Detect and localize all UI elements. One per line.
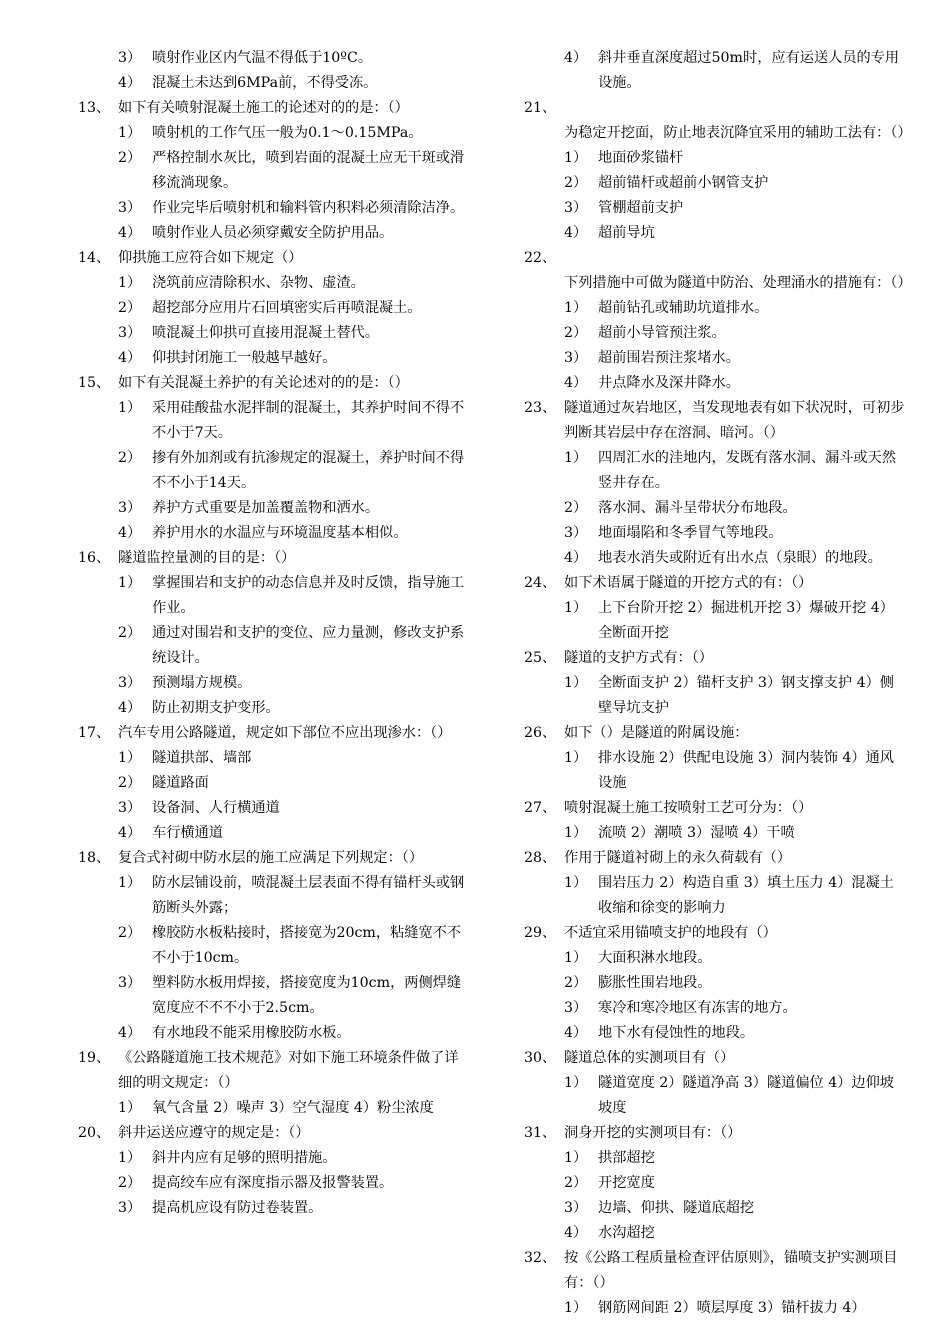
option-text: 斜井垂直深度超过50m时，应有运送人员的专用设施。 [598, 50, 900, 91]
option-number: 3） [118, 675, 142, 691]
option-line [78, 671, 468, 696]
left-column [78, 46, 468, 1221]
question-text: 隧道通过灰岩地区，当发现地表有如下状况时，可初步判断其岩层中存在溶洞、暗河。（） [564, 400, 905, 441]
option-text: 仰拱封闭施工一般越早越好。 [152, 350, 337, 366]
question-number: 32、 [524, 1250, 557, 1266]
option-text: 喷射机的工作气压一般为0.1～0.15MPa。 [152, 125, 423, 141]
question-number: 25、 [524, 650, 557, 666]
option-text: 地下水有侵蚀性的地段。 [598, 1025, 755, 1041]
option-line [524, 946, 908, 971]
option-text: 大面积淋水地段。 [598, 950, 712, 966]
question-line [524, 1246, 908, 1296]
option-text: 地表水消失或附近有出水点（泉眼）的地段。 [598, 550, 882, 566]
option-text: 水沟超挖 [598, 1225, 655, 1241]
option-number: 2） [118, 300, 142, 316]
option-line [524, 171, 908, 196]
option-number: 3） [564, 200, 588, 216]
option-text: 混凝土未达到6MPa前，不得受冻。 [152, 75, 378, 91]
option-line [78, 746, 468, 771]
option-line [78, 196, 468, 221]
option-line [524, 971, 908, 996]
question-line [78, 721, 468, 746]
option-number: 2） [564, 500, 588, 516]
question-number: 17、 [78, 725, 111, 741]
option-number: 4） [118, 525, 142, 541]
option-line [524, 221, 908, 246]
option-line [78, 146, 468, 196]
option-number: 4） [118, 75, 142, 91]
option-line [524, 996, 908, 1021]
option-number: 1） [564, 750, 588, 766]
option-number: 4） [564, 550, 588, 566]
option-line [524, 496, 908, 521]
option-line [524, 1196, 908, 1221]
option-text: 通过对围岩和支护的变位、应力量测，修改支护系统设计。 [152, 625, 465, 666]
option-text: 橡胶防水板粘接时，搭接宽为20cm，粘缝宽不不不小于10cm。 [152, 925, 462, 966]
option-number: 4） [118, 225, 142, 241]
option-number: 3） [564, 350, 588, 366]
option-number: 1） [564, 1300, 588, 1316]
option-text: 开挖宽度 [598, 1175, 655, 1191]
question-text: 洞身开挖的实测项目有：（） [564, 1125, 742, 1141]
option-number: 4） [118, 700, 142, 716]
option-number: 3） [118, 50, 142, 66]
option-text: 落水洞、漏斗呈带状分布地段。 [598, 500, 797, 516]
question-number: 19、 [78, 1050, 111, 1066]
option-line [78, 521, 468, 546]
question-number: 20、 [78, 1125, 111, 1141]
option-line [524, 821, 908, 846]
option-number: 1） [564, 1075, 588, 1091]
option-line [524, 1021, 908, 1046]
option-text: 围岩压力 2）构造自重 3）填土压力 4）混凝土收缩和徐变的影响力 [598, 875, 894, 916]
option-line [524, 1071, 908, 1121]
option-text: 地面塌陷和冬季冒气等地段。 [598, 525, 783, 541]
option-text: 四周汇水的洼地内，发既有落水洞、漏斗或天然竖井存在。 [598, 450, 896, 491]
option-line [524, 321, 908, 346]
option-number: 1） [564, 875, 588, 891]
option-line [78, 821, 468, 846]
option-number: 4） [118, 1025, 142, 1041]
option-line [78, 621, 468, 671]
question-number: 24、 [524, 575, 557, 591]
option-text: 养护用水的水温应与环境温度基本相似。 [152, 525, 408, 541]
question-line [78, 1046, 468, 1096]
option-text: 超前小导管预注浆。 [598, 325, 726, 341]
question-number: 21、 [524, 100, 557, 116]
option-text: 浇筑前应清除积水、杂物、虚渣。 [152, 275, 365, 291]
question-number: 29、 [524, 925, 557, 941]
option-text: 提高机应设有防过卷装置。 [152, 1200, 323, 1216]
option-number: 3） [118, 1200, 142, 1216]
question-text: 复合式衬砌中防水层的施工应满足下列规定：（） [118, 850, 424, 866]
question-number: 30、 [524, 1050, 557, 1066]
option-line [524, 196, 908, 221]
option-number: 1） [118, 125, 142, 141]
option-text: 作业完毕后喷射机和输料管内积料必须清除洁净。 [152, 200, 465, 216]
option-line [78, 71, 468, 96]
option-number: 2） [564, 1175, 588, 1191]
option-text: 膨胀性围岩地段。 [598, 975, 712, 991]
question-line [524, 571, 908, 596]
question-line [78, 96, 468, 121]
option-text: 喷混凝土仰拱可直接用混凝土替代。 [152, 325, 380, 341]
question-text: 下列措施中可做为隧道中防治、处理涌水的措施有：（） [564, 275, 912, 291]
option-number: 2） [118, 925, 142, 941]
question-text: 隧道的支护方式有：（） [564, 650, 713, 666]
option-line [78, 1171, 468, 1196]
option-text: 地面砂浆锚杆 [598, 150, 684, 166]
option-number: 2） [564, 325, 588, 341]
question-text: 隧道总体的实测项目有（） [564, 1050, 735, 1066]
option-line [524, 596, 908, 646]
question-text: 如下有关喷射混凝土施工的论述对的的是：（） [118, 100, 409, 116]
option-line [524, 671, 908, 721]
question-text: 如下有关混凝土养护的有关论述对的的是：（） [118, 375, 409, 391]
option-number: 1） [118, 575, 142, 591]
option-number: 1） [564, 825, 588, 841]
option-number: 3） [118, 200, 142, 216]
option-number: 3） [118, 325, 142, 341]
option-text: 斜井内应有足够的照明措施。 [152, 1150, 337, 1166]
option-number: 4） [564, 1025, 588, 1041]
option-number: 4） [564, 375, 588, 391]
option-number: 1） [564, 300, 588, 316]
question-line [524, 721, 908, 746]
question-number: 14、 [78, 250, 111, 266]
option-number: 4） [564, 1225, 588, 1241]
option-text: 掺有外加剂或有抗渗规定的混凝土，养护时间不得不不小于14天。 [152, 450, 465, 491]
option-line [78, 221, 468, 246]
option-line [78, 1021, 468, 1046]
option-line [78, 396, 468, 446]
option-number: 4） [564, 225, 588, 241]
option-number: 3） [564, 1000, 588, 1016]
question-line [524, 396, 908, 446]
option-line [524, 746, 908, 796]
option-text: 预测塌方规模。 [152, 675, 252, 691]
question-line [78, 371, 468, 396]
question-number: 13、 [78, 100, 111, 116]
option-line [78, 696, 468, 721]
option-line [78, 571, 468, 621]
option-number: 4） [118, 825, 142, 841]
option-text: 超前锚杆或超前小钢管支护 [598, 175, 769, 191]
question-number: 28、 [524, 850, 557, 866]
option-number: 3） [118, 500, 142, 516]
option-text: 流喷 2）潮喷 3）湿喷 4）干喷 [598, 825, 795, 841]
option-line [78, 1196, 468, 1221]
option-number: 2） [118, 450, 142, 466]
option-line [524, 146, 908, 171]
option-text: 防水层铺设前，喷混凝土层表面不得有锚杆头或钢筋断头外露； [152, 875, 465, 916]
question-number: 27、 [524, 800, 557, 816]
option-line [524, 1221, 908, 1246]
option-text: 超挖部分应用片石回填密实后再喷混凝土。 [152, 300, 422, 316]
option-text: 钢筋网间距 2）喷层厚度 3）锚杆拔力 4） [598, 1300, 866, 1316]
option-line [524, 46, 908, 96]
option-text: 超前钻孔或辅助坑道排水。 [598, 300, 769, 316]
option-number: 1） [564, 950, 588, 966]
question-number: 26、 [524, 725, 557, 741]
option-line [524, 346, 908, 371]
option-line [78, 971, 468, 1021]
option-text: 管棚超前支护 [598, 200, 684, 216]
option-text: 井点降水及深井降水。 [598, 375, 740, 391]
option-number: 3） [118, 800, 142, 816]
option-line [78, 796, 468, 821]
question-line [524, 796, 908, 821]
option-line [78, 271, 468, 296]
question-text: 如下术语属于隧道的开挖方式的有：（） [564, 575, 813, 591]
option-number: 1） [118, 400, 142, 416]
option-line [524, 521, 908, 546]
option-line [78, 46, 468, 71]
option-line [78, 771, 468, 796]
option-number: 1） [118, 1150, 142, 1166]
question-line [524, 1121, 908, 1146]
option-line [524, 1146, 908, 1171]
option-line [78, 446, 468, 496]
question-line [524, 646, 908, 671]
option-text: 采用硅酸盐水泥拌制的混凝土，其养护时间不得不不小于7天。 [152, 400, 465, 441]
option-number: 1） [118, 750, 142, 766]
question-line [524, 1046, 908, 1071]
option-number: 1） [564, 150, 588, 166]
option-line [524, 296, 908, 321]
question-line [524, 921, 908, 946]
option-line [78, 321, 468, 346]
question-line [524, 96, 912, 146]
option-line [524, 1171, 908, 1196]
option-number: 1） [118, 1100, 142, 1116]
option-text: 排水设施 2）供配电设施 3）洞内装饰 4）通风设施 [598, 750, 894, 791]
option-text: 全断面支护 2）锚杆支护 3）钢支撑支护 4）侧壁导坑支护 [598, 675, 894, 716]
option-number: 2） [564, 975, 588, 991]
option-text: 养护方式重要是加盖覆盖物和洒水。 [152, 500, 380, 516]
option-text: 氧气含量 2）噪声 3）空气湿度 4）粉尘浓度 [152, 1100, 434, 1116]
question-line [78, 246, 468, 271]
option-line [78, 346, 468, 371]
question-text: 斜井运送应遵守的规定是：（） [118, 1125, 310, 1141]
option-text: 寒冷和寒冷地区有冻害的地方。 [598, 1000, 797, 1016]
question-text: 如下（）是隧道的附属设施： [564, 725, 749, 741]
option-line [78, 1146, 468, 1171]
option-text: 有水地段不能采用橡胶防水板。 [152, 1025, 351, 1041]
option-number: 2） [118, 625, 142, 641]
option-text: 边墙、仰拱、隧道底超挖 [598, 1200, 755, 1216]
question-number: 31、 [524, 1125, 557, 1141]
question-number: 23、 [524, 400, 557, 416]
option-number: 2） [118, 775, 142, 791]
option-text: 拱部超挖 [598, 1150, 655, 1166]
option-number: 2） [564, 175, 588, 191]
question-text: 不适宜采用锚喷支护的地段有（） [564, 925, 777, 941]
option-number: 4） [564, 50, 588, 66]
question-text: 汽车专用公路隧道，规定如下部位不应出现渗水：（） [118, 725, 452, 741]
option-text: 超前围岩预注浆堵水。 [598, 350, 740, 366]
question-text: 按《公路工程质量检查评估原则》，锚喷支护实测项目有：（） [564, 1250, 898, 1291]
question-text: 喷射混凝土施工按喷射工艺可分为：（） [564, 800, 813, 816]
option-number: 1） [118, 275, 142, 291]
question-line [524, 846, 908, 871]
option-number: 4） [118, 350, 142, 366]
option-line [78, 296, 468, 321]
question-number: 15、 [78, 375, 111, 391]
question-text: 作用于隧道衬砌上的永久荷载有（） [564, 850, 792, 866]
option-text: 防止初期支护变形。 [152, 700, 280, 716]
option-text: 超前导坑 [598, 225, 655, 241]
option-text: 严格控制水灰比，喷到岩面的混凝土应无干斑或滑移流淌现象。 [152, 150, 465, 191]
option-text: 隧道拱部、墙部 [152, 750, 252, 766]
option-line [78, 1096, 468, 1121]
question-line [78, 846, 468, 871]
option-number: 3） [564, 525, 588, 541]
option-text: 上下台阶开挖 2）掘进机开挖 3）爆破开挖 4）全断面开挖 [598, 600, 894, 641]
option-text: 塑料防水板用焊接，搭接宽度为10cm，两侧焊缝宽度应不不不小于2.5cm。 [152, 975, 462, 1016]
option-number: 1） [564, 675, 588, 691]
option-text: 掌握围岩和支护的动态信息并及时反馈，指导施工作业。 [152, 575, 465, 616]
option-number: 1） [564, 450, 588, 466]
question-number: 18、 [78, 850, 111, 866]
question-text: 为稳定开挖面，防止地表沉降宜采用的辅助工法有：（） [564, 125, 912, 141]
question-number: 22、 [524, 250, 557, 266]
option-text: 喷射作业区内气温不得低于10ºC。 [152, 50, 373, 66]
option-line [78, 496, 468, 521]
option-number: 2） [118, 150, 142, 166]
question-number: 16、 [78, 550, 111, 566]
question-text: 隧道监控量测的目的是：（） [118, 550, 296, 566]
question-text: 仰拱施工应符合如下规定（） [118, 250, 303, 266]
option-text: 设备洞、人行横通道 [152, 800, 280, 816]
option-number: 3） [564, 1200, 588, 1216]
option-line [78, 921, 468, 971]
option-number: 1） [118, 875, 142, 891]
option-line [78, 871, 468, 921]
option-number: 1） [564, 600, 588, 616]
option-text: 隧道路面 [152, 775, 209, 791]
option-line [524, 871, 908, 921]
option-text: 隧道宽度 2）隧道净高 3）隧道偏位 4）边仰坡坡度 [598, 1075, 894, 1116]
question-text: 《公路隧道施工技术规范》对如下施工环境条件做了详细的明文规定：（） [118, 1050, 459, 1091]
question-line [78, 546, 468, 571]
option-line [78, 121, 468, 146]
option-line [524, 446, 908, 496]
option-number: 3） [118, 975, 142, 991]
option-number: 1） [564, 1150, 588, 1166]
right-column [524, 46, 912, 1321]
option-text: 提高绞车应有深度指示器及报警装置。 [152, 1175, 394, 1191]
question-line [524, 246, 912, 296]
option-line [524, 371, 908, 396]
option-text: 喷射作业人员必须穿戴安全防护用品。 [152, 225, 394, 241]
option-line [524, 546, 908, 571]
question-line [78, 1121, 468, 1146]
option-line [524, 1296, 908, 1321]
option-number: 2） [118, 1175, 142, 1191]
option-text: 车行横通道 [152, 825, 223, 841]
